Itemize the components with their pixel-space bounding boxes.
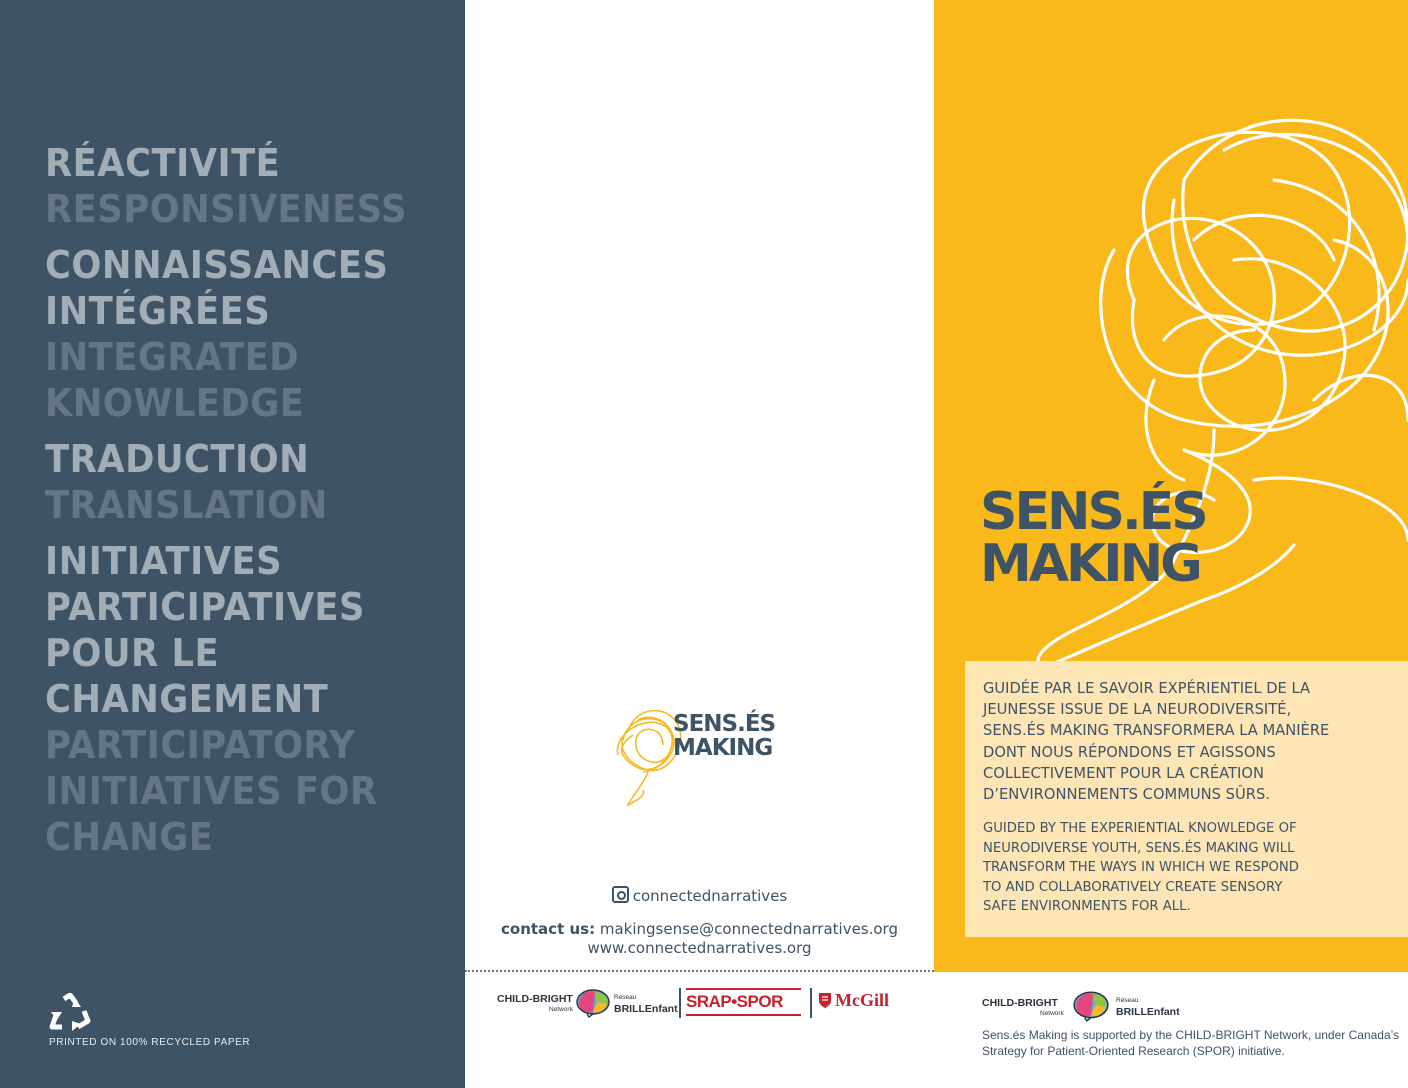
term-english: CHANGE <box>45 815 214 859</box>
term-french: CHANGEMENT <box>45 677 329 721</box>
brillenfant-text: BRILLEnfant <box>1116 1006 1180 1018</box>
title-line-1: SENS.ÉS <box>980 482 1206 542</box>
right-footer <box>934 972 1408 1088</box>
instagram-handle: connectednarratives <box>632 887 788 905</box>
term-french: CONNAISSANCES <box>45 243 389 287</box>
term-french: PARTICIPATIVES <box>45 585 365 629</box>
right-panel <box>934 0 1408 972</box>
spor-rule <box>686 1014 801 1016</box>
spor-logo <box>686 986 804 1020</box>
brochure-title <box>980 482 1206 594</box>
instagram-link[interactable] <box>465 886 934 905</box>
values-list <box>45 140 455 860</box>
description-french: GUIDÉE PAR LE SAVOIR EXPÉRIENTIEL DE LA JEUNESSE ISSUE DE LA NEURODIVERSITÉ, SENS.ÉS MAKING TRANSFORMERA LA MANIÈRE DONT NOUS RÉPONDONS ET AGISSONS COLLECTIVEMENT POUR LA CRÉATION D’ENVIRONNEMENTS COMMUNS SÛRS. <box>983 679 1330 804</box>
term-french: TRADUCTION <box>45 437 310 481</box>
child-bright-logo <box>982 997 1062 1021</box>
term-french: POUR LE <box>45 631 220 675</box>
reseau-text: Réseau <box>614 994 637 1001</box>
term-french: RÉACTIVITÉ <box>45 141 281 185</box>
spor-rule <box>686 988 801 990</box>
spor-text: SRAP•SPOR <box>686 992 783 1011</box>
contact-email-link[interactable]: makingsense@connectednarratives.org <box>599 920 898 938</box>
child-bright-sub: Network <box>1040 1010 1064 1017</box>
term-french: INTÉGRÉES <box>45 289 271 333</box>
contact-label: contact us: <box>501 920 596 938</box>
logo-line-2: MAKING <box>673 735 773 761</box>
recycle-icon <box>48 993 92 1033</box>
term-english: INITIATIVES FOR <box>45 769 378 813</box>
partner-logos <box>465 972 934 1088</box>
description-english: GUIDED BY THE EXPERIENTIAL KNOWLEDGE OF NEURODIVERSE YOUTH, SENS.ÉS MAKING WILL TRANSFORM THE WAYS IN WHICH WE RESPOND TO AND COLLABORATIVELY CREATE SENSORY SAFE ENVIRONMENTS FOR ALL. <box>983 821 1299 915</box>
child-bright-text: CHILD-BRIGHT <box>982 997 1058 1009</box>
term-english: TRANSLATION <box>45 483 328 527</box>
mcgill-text: McGill <box>835 990 889 1010</box>
description-box <box>965 661 1408 937</box>
website-link[interactable]: www.connectednarratives.org <box>587 939 812 957</box>
term-english: RESPONSIVENESS <box>45 187 407 231</box>
term-english: KNOWLEDGE <box>45 381 305 425</box>
middle-panel <box>465 0 934 1088</box>
title-line-2: MAKING <box>980 534 1200 594</box>
sens-es-making-logo <box>608 700 808 815</box>
logo-line-1: SENS.ÉS <box>673 711 776 737</box>
reseau-text: Réseau <box>1116 997 1139 1004</box>
instagram-icon <box>612 886 629 903</box>
logo-separator <box>810 988 812 1018</box>
brain-icon <box>1072 990 1110 1022</box>
logo-separator <box>679 988 681 1018</box>
child-bright-sub: Network <box>549 1006 573 1013</box>
child-bright-text: CHILD-BRIGHT <box>497 993 573 1005</box>
left-panel <box>0 0 465 1088</box>
logo-wordmark <box>673 712 775 760</box>
recycled-paper-note: PRINTED ON 100% RECYCLED PAPER <box>49 1037 251 1048</box>
contact-info <box>465 920 934 958</box>
term-french: INITIATIVES <box>45 539 283 583</box>
child-bright-logo <box>497 993 577 1017</box>
mcgill-shield-icon <box>818 992 832 1009</box>
term-english: PARTICIPATORY <box>45 723 356 767</box>
support-note: Sens.és Making is supported by the CHILD-BRIGHT Network, under Canada’s Strategy for Patient-Oriented Research (SPOR) initiative. <box>982 1028 1400 1058</box>
brain-icon <box>575 988 611 1018</box>
term-english: INTEGRATED <box>45 335 300 379</box>
brillenfant-text: BRILLEnfant <box>614 1003 678 1015</box>
